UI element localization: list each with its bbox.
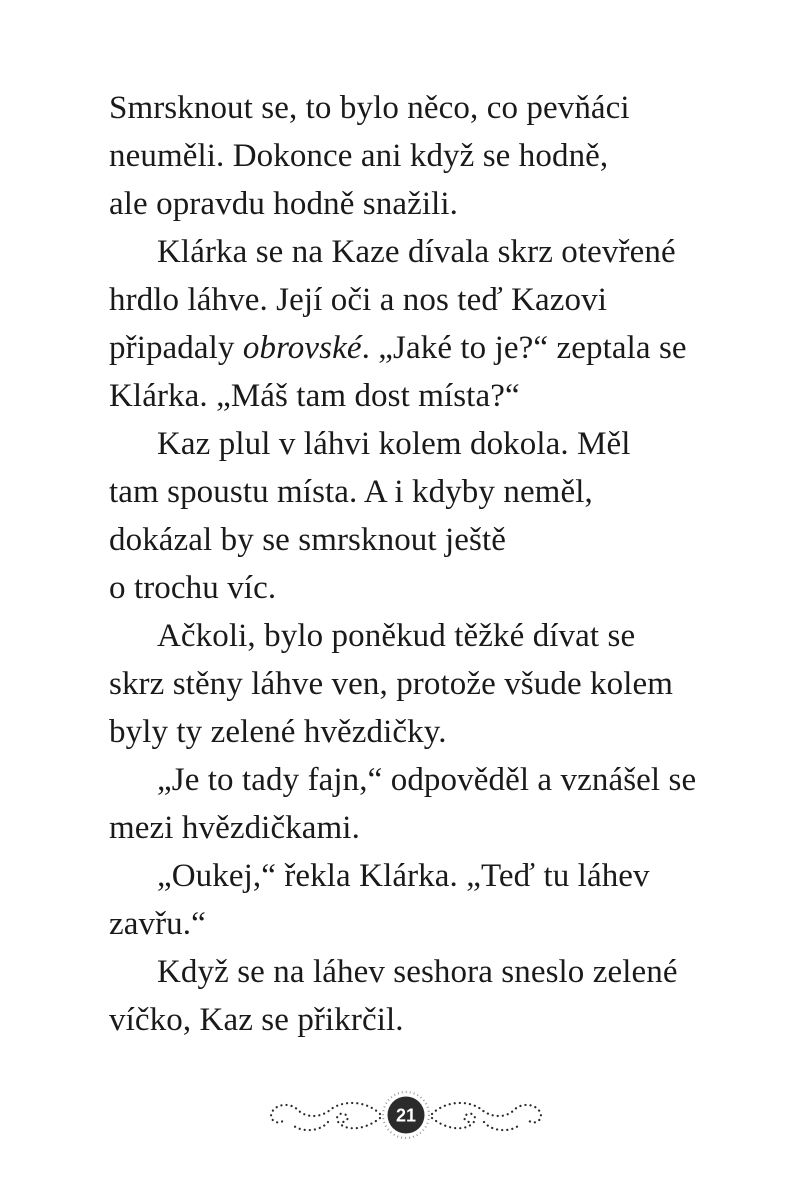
text-line: byly ty zelené hvězdičky. — [109, 714, 447, 750]
paragraph-first-line: „Oukej,“ řekla Klárka. „Teď tu láhev — [157, 858, 650, 894]
text-line: ale opravdu hodně snažili. — [109, 186, 458, 222]
text-line: zavřu.“ — [109, 906, 206, 942]
text-line: o trochu víc. — [109, 570, 277, 606]
text-line: Smrsknout se, to bylo něco, co pevňáci — [109, 90, 630, 126]
text-line: neuměli. Dokonce ani když se hodně, — [109, 138, 609, 174]
paragraph-first-line: Ačkoli, bylo poněkud těžké dívat se — [157, 618, 636, 654]
page-number: 21 — [395, 1105, 417, 1126]
text-line: dokázal by se smrsknout ještě — [109, 522, 506, 558]
paragraph-first-line: Klárka se na Kaze dívala skrz otevřené — [157, 234, 676, 270]
text-line: skrz stěny láhve ven, protože všude kolem — [109, 666, 674, 702]
page-number-folio — [258, 1088, 554, 1144]
text-line: tam spoustu místa. A i kdyby neměl, — [109, 474, 593, 510]
text-line: víčko, Kaz se přikrčil. — [109, 1002, 404, 1038]
text-run: připadaly — [109, 330, 243, 366]
paragraph-first-line: Když se na láhev seshora sneslo zelené — [157, 954, 678, 990]
paragraph-first-line: Kaz plul v láhvi kolem dokola. Měl — [157, 426, 631, 462]
text-run: . „Jaké to je?“ zeptala se — [361, 330, 687, 366]
paragraph-first-line: „Je to tady fajn,“ odpověděl a vznášel se — [157, 762, 697, 798]
swirl-dotted-ornament-icon — [258, 1088, 554, 1144]
text-line: mezi hvězdičkami. — [109, 810, 360, 846]
text-line: hrdlo láhve. Její oči a nos teď Kazovi — [109, 282, 607, 318]
italic-word: obrovské — [242, 330, 362, 366]
text-line: Klárka. „Máš tam dost místa?“ — [109, 378, 520, 414]
text-line — [109, 328, 687, 368]
